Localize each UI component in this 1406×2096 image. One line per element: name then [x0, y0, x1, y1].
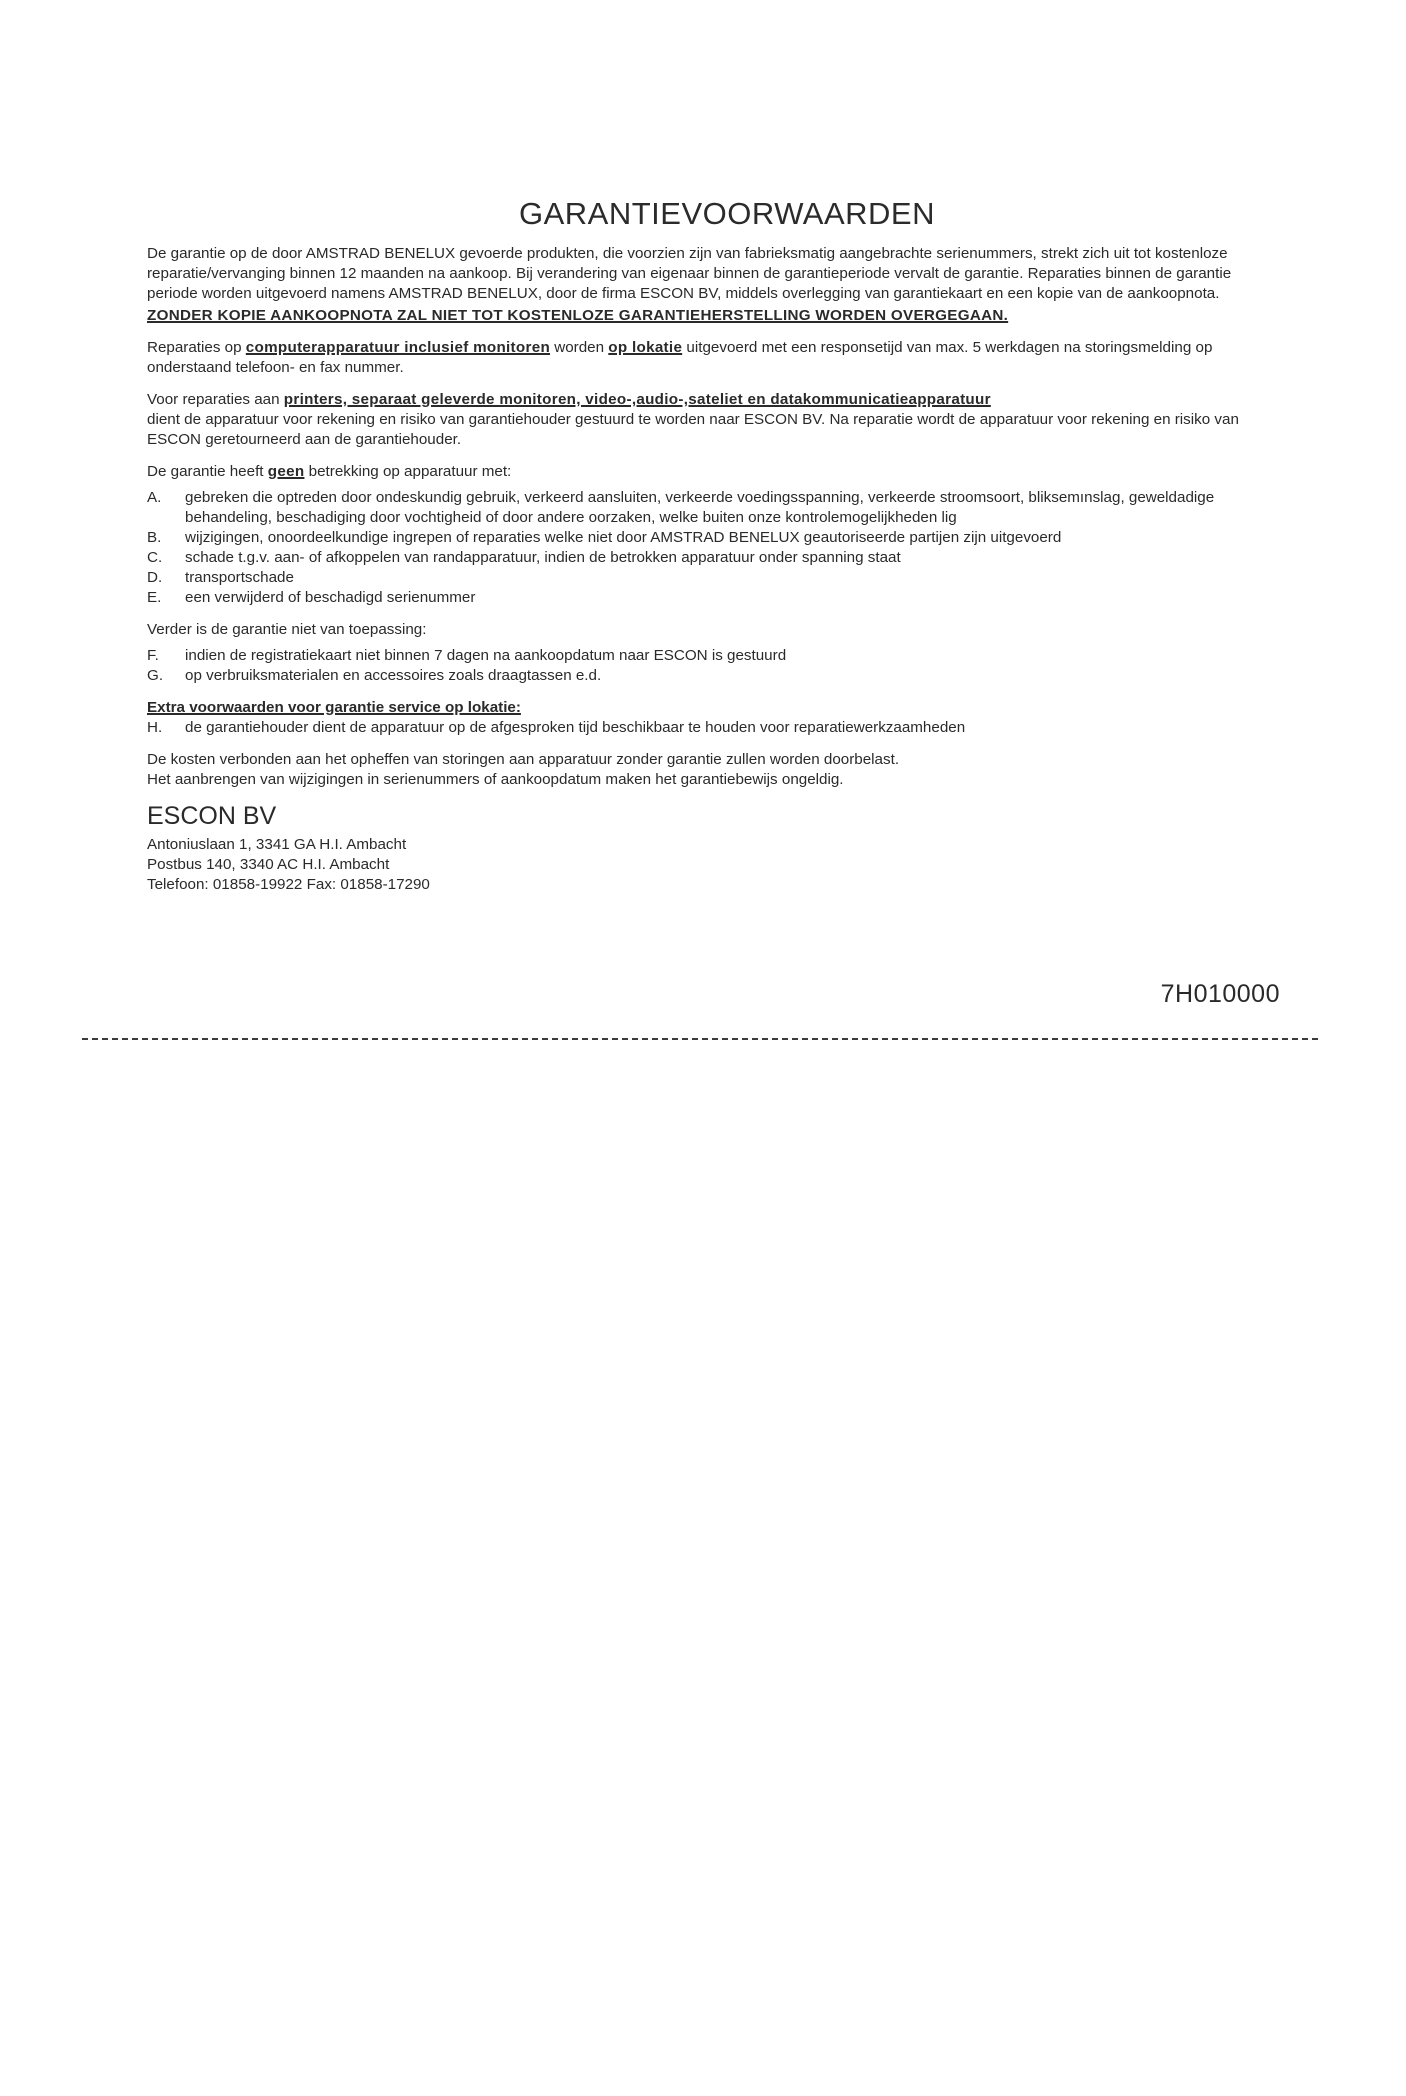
list-item-letter: C.: [147, 549, 163, 566]
list-item-text: een verwijderd of beschadigd serienummer: [185, 589, 476, 606]
exclusions-intro-prefix: De garantie heeft: [147, 463, 264, 480]
intro-notice: ZONDER KOPIE AANKOOPNOTA ZAL NIET TOT KOSTENLOZE GARANTIEHERSTELLING WORDEN OVERGEGAAN.: [147, 307, 1009, 324]
list-item-text: op verbruiksmaterialen en accessoires zoals draagtassen e.d.: [185, 667, 602, 684]
closing-line-validity: Het aanbrengen van wijzigingen in serienummers of aankoopdatum maken het garantiebewijs ongeldig.: [147, 771, 844, 788]
not-applicable-list: [147, 646, 1277, 686]
closing-paragraph: [147, 750, 1277, 790]
list-item: [147, 528, 1277, 548]
list-item: [147, 588, 1277, 608]
extra-conditions-heading: Extra voorwaarden voor garantie service op lokatie:: [147, 699, 521, 716]
computer-repairs-prefix: Reparaties op: [147, 339, 242, 356]
computer-repairs-suffix: uitgevoerd met een responsetijd van max. 5 werkdagen na storingsmelding op onderstaand telefoon- en fax nummer.: [147, 339, 1213, 376]
company-address: [147, 835, 1277, 895]
list-item: [147, 666, 1277, 686]
address-street: Antoniuslaan 1, 3341 GA H.I. Ambacht: [147, 836, 407, 853]
printer-repairs-prefix: Voor reparaties aan: [147, 391, 280, 408]
intro-paragraph: [147, 244, 1277, 326]
printer-repairs-highlight: printers, separaat geleverde monitoren, video-,audio-,sateliet en datakommunicatieapparatuur: [283, 391, 991, 408]
computer-repairs-highlight-equipment: computerapparatuur inclusief monitoren: [245, 339, 551, 356]
document-title: GARANTIEVOORWAARDEN: [519, 196, 935, 231]
computer-repairs-middle: worden: [554, 339, 605, 356]
not-applicable-intro: Verder is de garantie niet van toepassing:: [147, 621, 427, 638]
intro-text: De garantie op de door AMSTRAD BENELUX gevoerde produkten, die voorzien zijn van fabrieksmatig aangebrachte serienummers, strekt zich uit tot kostenloze reparatie/vervanging binnen 12 maanden na aankoop. Bij verandering van eigenaar binnen de garantieperiode vervalt de garantie. Reparaties binnen de garantie periode worden uitgevoerd namens AMSTRAD BENELUX, door de firma ESCON BV, middels overlegging van garantiekaart en een kopie van de aankoopnota.: [147, 245, 1232, 302]
list-item: [147, 548, 1277, 568]
list-item-text: wijzigingen, onoordeelkundige ingrepen of reparaties welke niet door AMSTRAD BENELUX geautoriseerde partijen zijn uitgevoerd: [185, 529, 1062, 546]
list-item: [147, 646, 1277, 666]
document-content: [147, 196, 1277, 895]
list-item: [147, 568, 1277, 588]
printer-repairs-paragraph: [147, 390, 1277, 450]
cut-line-divider: [82, 1038, 1318, 1040]
exclusions-intro-suffix: betrekking op apparatuur met:: [308, 463, 512, 480]
list-item-text: indien de registratiekaart niet binnen 7 dagen na aankoopdatum naar ESCON is gestuurd: [185, 647, 787, 664]
list-item-letter: F.: [147, 647, 159, 664]
document-code: 7H010000: [1160, 980, 1280, 1008]
list-item-letter: A.: [147, 489, 162, 506]
list-item-letter: B.: [147, 529, 162, 546]
list-item: [147, 488, 1277, 528]
company-name: ESCON BV: [147, 802, 277, 830]
list-item-text: schade t.g.v. aan- of afkoppelen van randapparatuur, indien de betrokken apparatuur onder spanning staat: [185, 549, 901, 566]
list-item-letter: H.: [147, 719, 163, 736]
list-item-text: de garantiehouder dient de apparatuur op de afgesproken tijd beschikbaar te houden voor reparatiewerkzaamheden: [185, 719, 966, 736]
computer-repairs-paragraph: [147, 338, 1277, 378]
exclusions-list: [147, 488, 1277, 608]
exclusions-intro: [147, 462, 1277, 482]
closing-line-costs: De kosten verbonden aan het opheffen van storingen aan apparatuur zonder garantie zullen worden doorbelast.: [147, 751, 900, 768]
address-phone-fax: Telefoon: 01858-19922 Fax: 01858-17290: [147, 876, 430, 893]
list-item-text: transportschade: [185, 569, 294, 586]
list-item-letter: D.: [147, 569, 163, 586]
list-item-letter: E.: [147, 589, 162, 606]
address-postbox: Postbus 140, 3340 AC H.I. Ambacht: [147, 856, 390, 873]
list-item-letter: G.: [147, 667, 164, 684]
computer-repairs-highlight-location: op lokatie: [608, 339, 683, 356]
printer-repairs-suffix: dient de apparatuur voor rekening en risiko van garantiehouder gestuurd te worden naar ESCON BV. Na reparatie wordt de apparatuur voor rekening en risiko van ESCON geretourneerd aan de garantiehouder.: [147, 411, 1239, 448]
exclusions-intro-highlight: geen: [267, 463, 305, 480]
extra-conditions-list: [147, 718, 1277, 738]
list-item-text: gebreken die optreden door ondeskundig gebruik, verkeerd aansluiten, verkeerde voedingsspanning, verkeerde stroomsoort, bliksemınslag, geweldadige behandeling, beschadiging door vochtigheid of door andere oorzaken, welke buiten onze kontrolemogelijkheden lig: [185, 489, 1215, 526]
list-item: [147, 718, 1277, 738]
